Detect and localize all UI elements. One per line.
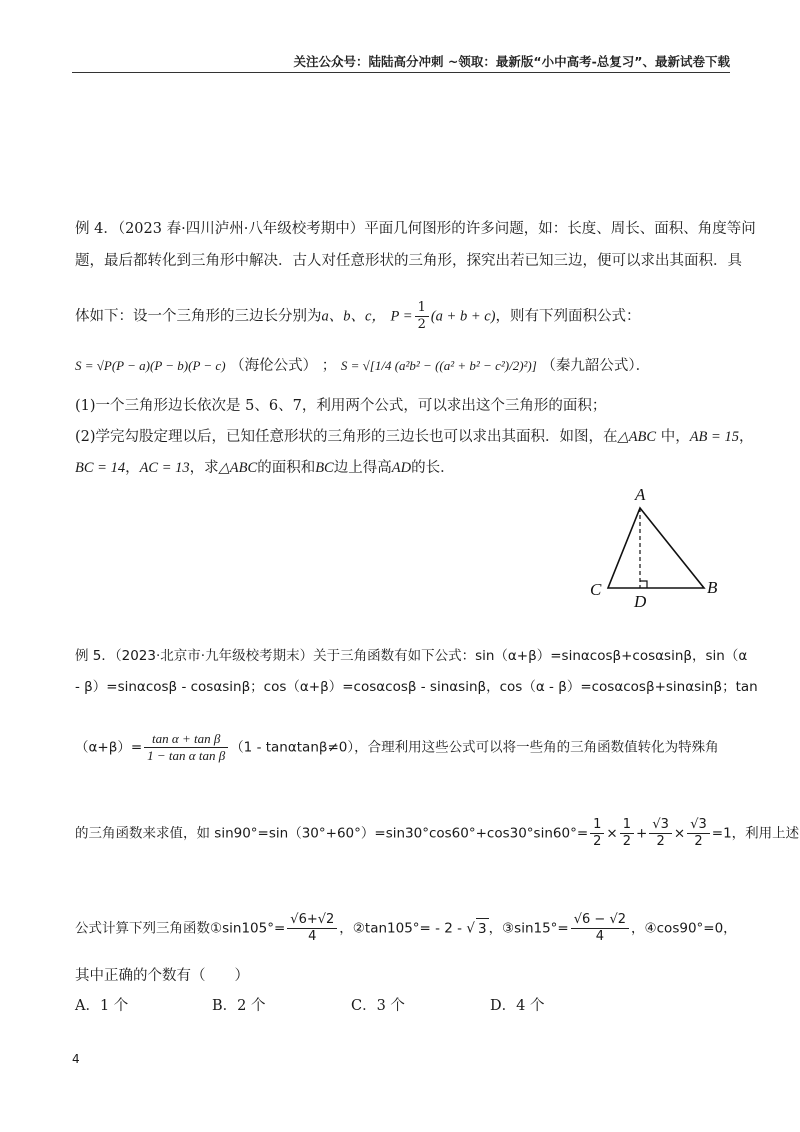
l4-frac-4-num: √3 <box>687 817 710 834</box>
q3-ad: AD <box>391 460 412 476</box>
sin15-den: 4 <box>595 929 605 944</box>
sin15-fraction <box>571 912 629 945</box>
l4-frac-3 <box>649 817 672 850</box>
heron-name: （海伦公式） <box>230 358 318 374</box>
q3-end: 的长． <box>411 460 455 476</box>
option-c[interactable]: C．3 个 <box>351 998 405 1014</box>
foot-d-label: D <box>634 592 647 610</box>
p-frac-den: 2 <box>417 317 426 332</box>
tan-sum-fraction <box>144 731 228 764</box>
l5-mid2: ，③sin15°= <box>488 920 569 937</box>
option-b[interactable]: B．2 个 <box>212 998 266 1014</box>
l4-frac-1-den: 2 <box>593 834 602 849</box>
l4-frac-3-den: 2 <box>656 834 665 849</box>
ex5-line-2: - β）=sinαcosβ - cosαsinβ；cos（α+β）=cosαcosβ - sinαsinβ，cos（α - β）=cosαcosβ+sinαsinβ；tan <box>75 679 758 695</box>
page-header: 关注公众号：陆陆高分冲刺 ~领取：最新版“小中高考-总复习”、最新试卷下载 <box>293 54 730 69</box>
p-lhs: P = <box>390 308 413 325</box>
l4-frac-4 <box>687 817 710 850</box>
ex4-question-2 <box>75 427 753 447</box>
q3-triangle: △ABC <box>218 460 258 476</box>
q3-mid2: 的面积和 <box>257 460 316 476</box>
l4-frac-1-num: 1 <box>590 817 604 834</box>
right-angle-mark <box>640 581 647 588</box>
q2-ab: AB = 15 <box>689 429 739 445</box>
l4-frac-2-den: 2 <box>622 834 632 849</box>
q3-mid3: 边上得高 <box>333 460 392 476</box>
qin-name: （秦九韶公式）． <box>541 358 651 374</box>
ex4-side-vars: a、b、c， <box>321 308 386 325</box>
times-2: × <box>673 825 686 842</box>
p-rhs: (a + b + c) <box>430 308 496 325</box>
tan-den: 1 − tan α tan β <box>147 748 226 763</box>
l4-frac-2 <box>620 817 634 850</box>
sin105-num: √6+√2 <box>287 912 337 929</box>
ex5-question: 其中正确的个数有（ ） <box>75 968 249 984</box>
vertex-c-label: C <box>590 580 602 599</box>
l4-pre: 的三角函数来求值，如 sin90°=sin（30°+60°）=sin30°cos60°+cos30°sin60°= <box>75 825 589 842</box>
l4-frac-1 <box>590 817 604 850</box>
l4-frac-4-den: 2 <box>694 834 703 849</box>
q2-mid: 中， <box>656 429 690 445</box>
sin105-den: 4 <box>308 929 317 944</box>
q2-end: ， <box>738 429 754 445</box>
ex4-line-2: 题，最后都转化到三角形中解决．古人对任意形状的三角形，探究出若已知三边，便可以求出其面积．具 <box>75 253 742 269</box>
ex5-line-5: 公式计算下列三角函数①sin105°= $\frac{√6+√2}{4}$ ，②tan105°= - 2 - √ 3 ，③sin15°= $\frac{√6 - √2}{4}$ ，④cos90°=0， <box>75 912 737 944</box>
sin15-num: √6 − √2 <box>571 912 629 929</box>
ex4-line-3-text: 体如下：设一个三角形的三边长分别为 <box>75 308 322 325</box>
ex4-question-2-cont: BC = 14，AC = 13，求△ABC的面积和BC边上得高AD的长． <box>75 460 455 476</box>
l4-post: =1，利用上述 <box>711 825 800 842</box>
l4-frac-2-num: 1 <box>620 817 634 834</box>
plus-sign: + <box>636 825 648 842</box>
q2-text: (2)学完勾股定理以后，已知任意形状的三角形的三边长也可以求出其面积．如图，在 <box>75 429 618 445</box>
q3-ac: AC = 13 <box>139 460 190 476</box>
ex4-formulas <box>75 356 650 376</box>
header-divider <box>72 72 730 73</box>
triangle-abc <box>608 508 704 588</box>
option-a[interactable]: A．1 个 <box>75 998 129 1014</box>
option-d[interactable]: D．4 个 <box>490 998 545 1014</box>
tan-condition: （1 - tanαtanβ≠0），合理利用这些公式可以将一些角的三角函数值转化为特殊角 <box>230 739 719 756</box>
ex4-line-3 <box>75 300 641 333</box>
triangle-figure <box>580 480 730 610</box>
tan-num: tan α + tan β <box>144 731 228 748</box>
l4-frac-3-num: √3 <box>649 817 672 834</box>
q2-triangle: △ABC <box>617 429 657 445</box>
q3-bc: BC = 14 <box>75 460 126 476</box>
tan-lhs: （α+β）= <box>75 739 143 756</box>
p-fraction <box>415 300 429 333</box>
times-1: × <box>606 825 618 842</box>
q3-bc-side: BC <box>315 460 334 476</box>
l5-pre: 公式计算下列三角函数①sin105°= <box>75 920 286 937</box>
ex4-line-3-post: ，则有下列面积公式： <box>495 308 641 325</box>
ex4-question-1: (1)一个三角形边长依次是 5、6、7，利用两个公式，可以求出这个三角形的面积； <box>75 398 607 414</box>
page-number: 4 <box>72 1052 80 1066</box>
ex4-line-1: 例 4．（2023 春·四川泸州·八年级校考期中）平面几何图形的许多问题，如：长度、周长、面积、角度等问 <box>75 221 756 237</box>
vertex-b-label: B <box>707 578 718 597</box>
l5-mid1: ，②tan105°= - 2 - <box>339 920 467 937</box>
q3-mid1: ，求 <box>189 460 219 476</box>
sin105-fraction <box>287 912 337 945</box>
l5-post: ，④cos90°=0， <box>631 920 737 937</box>
vertex-a-label: A <box>635 485 646 504</box>
sqrt-3: 3 <box>476 918 489 939</box>
heron-formula: S = √P(P − a)(P − b)(P − c) <box>75 358 226 373</box>
p-frac-num: 1 <box>415 300 429 317</box>
ex5-line-3 <box>75 731 719 764</box>
qin-formula: S = √[1/4 (a²b² − ((a² + b² − c²)/2)²)] <box>340 358 537 373</box>
formula-separator: ； <box>321 358 337 374</box>
ex5-line-1: 例 5．（2023·北京市·九年级校考期末）关于三角函数有如下公式：sin（α+β）=sinαcosβ+cosαsinβ，sin（α <box>75 648 748 664</box>
ex5-line-4 <box>75 817 799 850</box>
